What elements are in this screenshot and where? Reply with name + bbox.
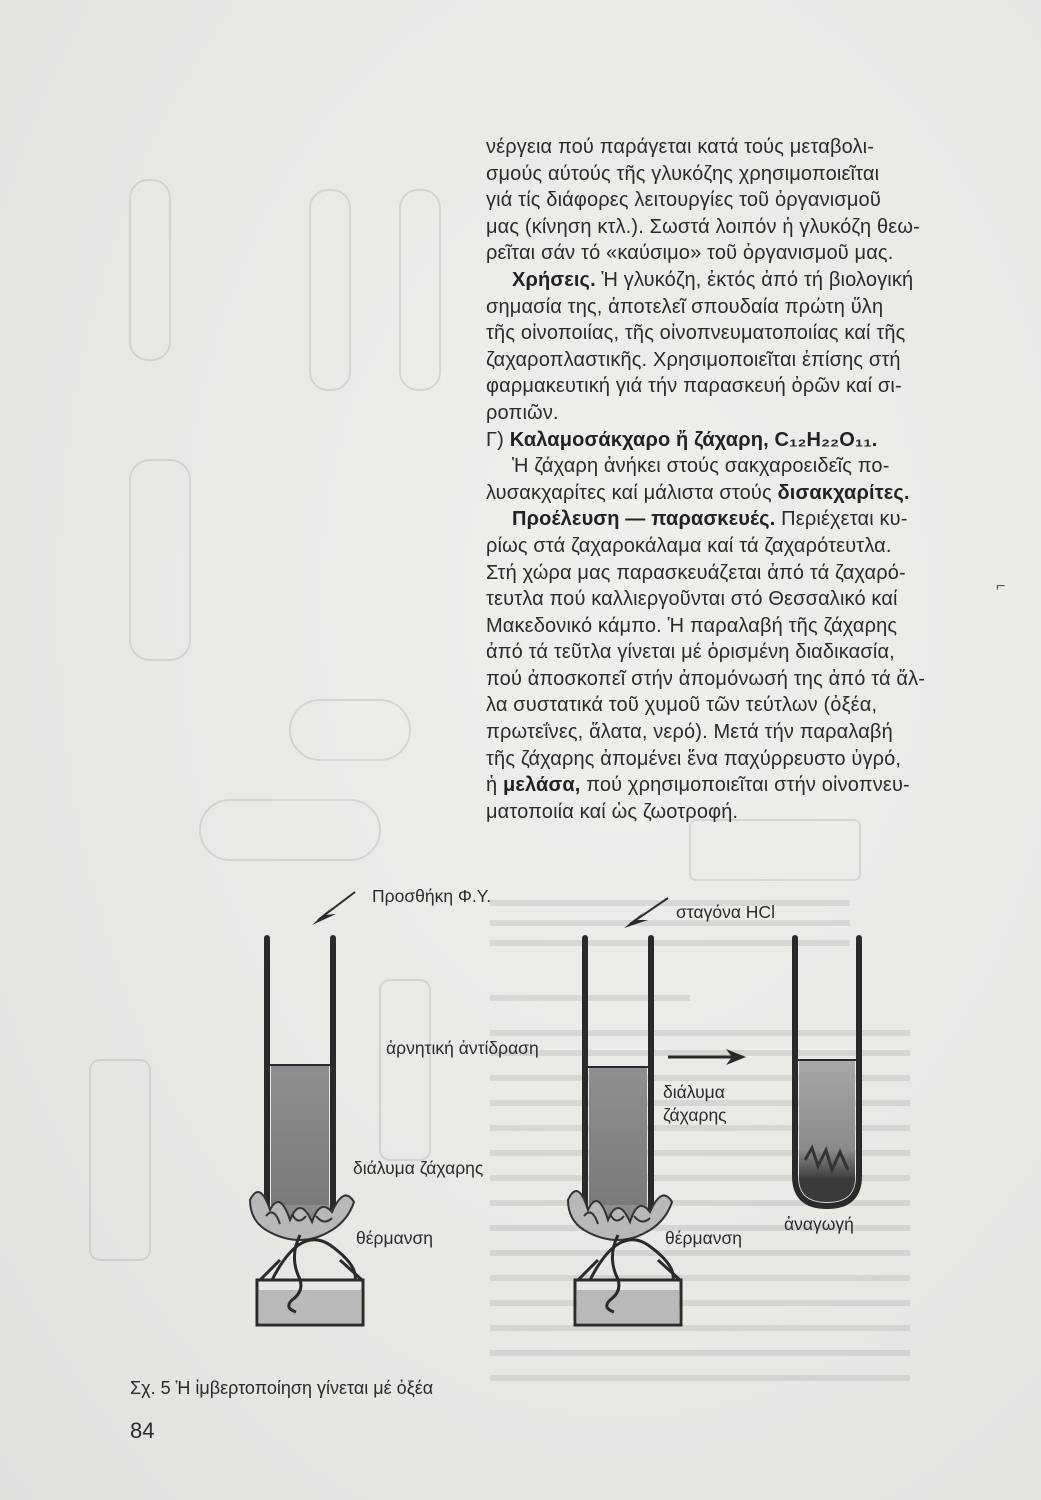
- reaction-arrow: [668, 1049, 746, 1065]
- left-sugar-solution: [271, 1065, 329, 1205]
- uses-heading: Χρήσεις.: [512, 268, 596, 291]
- middle-sugar-solution: [589, 1067, 647, 1205]
- margin-mark: ⌐: [996, 578, 1006, 595]
- label-hcl-drop: σταγόνα HCl: [676, 902, 775, 922]
- text-line: σμούς αύτούς τῆς γλυκόζης χρησιμοποιεῖται: [486, 162, 880, 185]
- add-reagent-arrow: [312, 892, 355, 925]
- main-text-column: [486, 134, 986, 825]
- text-line: ζαχαροπλαστικῆς. Χρησιμοποιεῖται ἐπίσης στή: [486, 348, 901, 371]
- label-sugar-word: ζάχαρης: [663, 1105, 727, 1125]
- text-line: ματοποιία καί ὡς ζωοτροφή.: [486, 800, 739, 823]
- text-line: ἀπό τά τεῦτλα γίνεται μέ ὁρισμένη διαδικασία,: [486, 641, 895, 664]
- text-line: Στή χώρα μας παρασκευάζεται ἀπό τά ζαχαρό-: [486, 561, 906, 584]
- page-number: 84: [130, 1418, 155, 1443]
- label-reduction: ἀναγωγή: [784, 1214, 854, 1234]
- text-line: λα συστατικά τοῦ χυμοῦ τῶν τεύτλων (ὀξέα,: [486, 694, 878, 717]
- section-title: Καλαμοσάκχαρο ἤ ζάχαρη, C₁₂H₂₂O₁₁.: [509, 428, 878, 451]
- text-line: λυσακχαρίτες καί μάλιστα στούς δισακχαρίτες.: [486, 481, 910, 504]
- test-tube-figure: [220, 880, 900, 1350]
- middle-test-tube: [585, 938, 651, 1234]
- text-line: πρωτεΐνες, ἅλατα, νερό). Μετά τήν παραλαβή: [486, 721, 893, 744]
- text-line: ρεῖται σάν τό «καύσιμο» τοῦ ὀργανισμοῦ μας.: [486, 242, 894, 265]
- text-line: ρίως στά ζαχαροκάλαμα καί τά ζαχαρότευτλα.: [486, 534, 892, 557]
- molasses-term: μελάσα,: [502, 774, 581, 797]
- right-test-tube: [795, 938, 859, 1206]
- label-negative-reaction: ἀρνητική ἀντίδραση: [386, 1038, 539, 1058]
- label-solution-word: διάλυμα: [663, 1082, 725, 1102]
- text-line: ἡ μελάσα, πού χρησιμοποιεῖται στήν οἰνοπνευ-: [486, 774, 910, 797]
- text-line: νέργεια πού παράγεται κατά τούς μεταβολι-: [486, 136, 875, 158]
- text-line: Ἡ ζάχαρη ἀνήκει στούς σακχαροειδεῖς πο-: [512, 455, 890, 478]
- label-add-fy: Προσθήκη Φ.Υ.: [372, 886, 492, 906]
- figure-caption: Σχ. 5 Ἡ ἰμβερτοποίηση γίνεται μέ ὀξέα: [130, 1378, 434, 1398]
- text-line: Μακεδονικό κάμπο. Ἡ παραλαβή τῆς ζάχαρης: [486, 614, 898, 637]
- label-heating-left: θέρμανση: [356, 1228, 433, 1248]
- test-tube-illustration: [220, 880, 900, 1350]
- text-line: τευτλα πού καλλιεργοῦνται στό Θεσσαλικό καί: [486, 588, 898, 611]
- origin-heading: Προέλευση — παρασκευές.: [512, 508, 776, 531]
- label-heating-right: θέρμανση: [665, 1228, 742, 1248]
- text-line-origin: Προέλευση — παρασκευές. Περιέχεται κυ-: [512, 508, 908, 531]
- text-line-uses: Χρήσεις. Ἡ γλυκόζη, ἐκτός ἀπό τή βιολογική: [512, 268, 914, 291]
- text-line: τῆς οἰνοποιίας, τῆς οἰνοπνευματοποιίας καί τῆς: [486, 322, 906, 345]
- text-line: φαρμακευτική γιά τήν παρασκευή ὀρῶν καί σι-: [486, 375, 902, 398]
- label-sugar-solution-left: διάλυμα ζάχαρης: [353, 1158, 484, 1178]
- left-test-tube: [267, 938, 333, 1234]
- text-line: μας (κίνηση κτλ.). Σωστά λοιπόν ἡ γλυκόζη θεω-: [486, 215, 920, 238]
- text-line: ροπιῶν.: [486, 401, 559, 424]
- text-line: πού ἀποσκοπεῖ στήν ἀπομόνωσή της ἀπό τά ἄλ-: [486, 667, 926, 690]
- text-line: σημασία της, ἀποτελεῖ σπουδαία πρώτη ὕλη: [486, 295, 884, 318]
- text-line: τῆς ζάχαρης ἀπομένει ἕνα παχύρρευστο ὑγρό,: [486, 747, 902, 770]
- left-burner: [257, 1235, 363, 1325]
- section-heading: Γ) Καλαμοσάκχαρο ἤ ζάχαρη, C₁₂H₂₂O₁₁.: [486, 428, 878, 451]
- text-line: γιά τίς διάφορες λειτουργίες τοῦ ὀργανισμοῦ: [486, 189, 881, 212]
- disaccharides-term: δισακχαρίτες.: [777, 481, 910, 504]
- hcl-drop-arrow: [624, 898, 668, 928]
- reduced-solution: [799, 1060, 855, 1180]
